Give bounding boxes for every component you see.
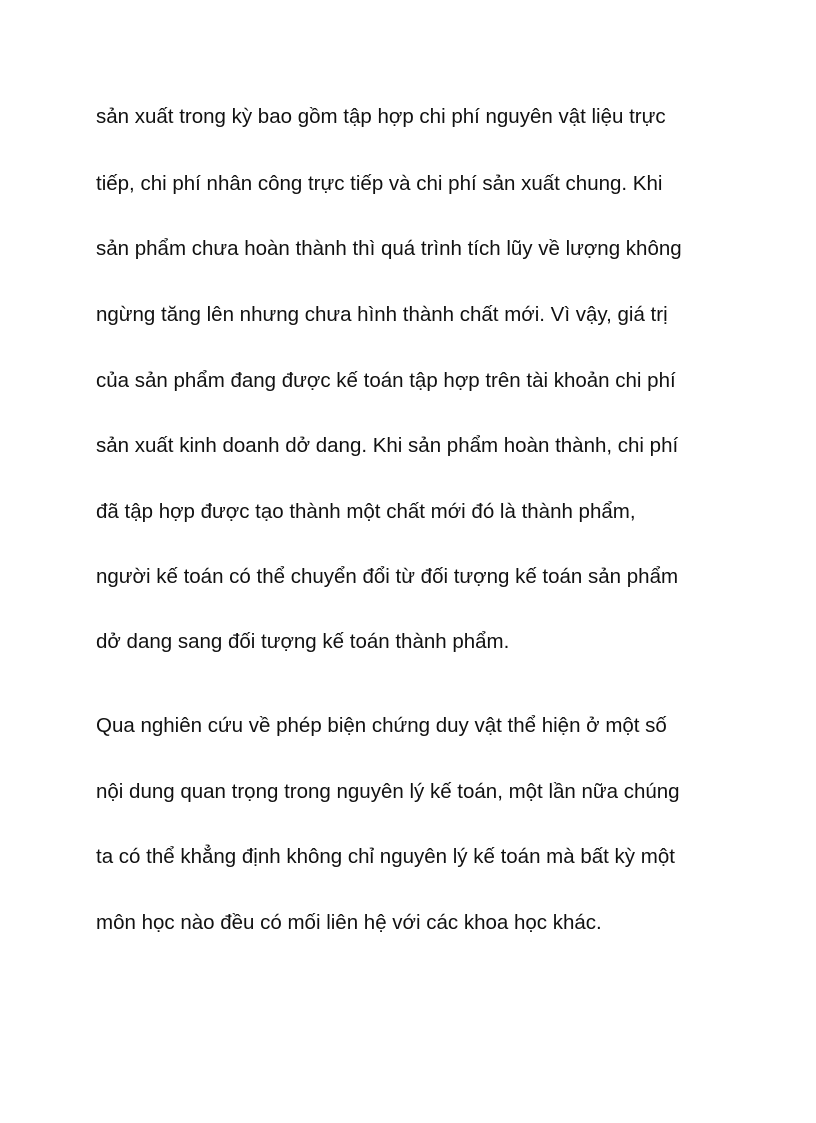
paragraph-line: dở dang sang đối tượng kế toán thành phẩm.	[96, 630, 510, 653]
paragraph-line: ngừng tăng lên nhưng chưa hình thành chất mới. Vì vậy, giá trị	[96, 303, 668, 326]
paragraph-line: sản xuất trong kỳ bao gồm tập hợp chi phí nguyên vật liệu trực	[96, 105, 666, 128]
paragraph-line: môn học nào đều có mối liên hệ với các khoa học khác.	[96, 911, 602, 934]
paragraph-line: tiếp, chi phí nhân công trực tiếp và chi phí sản xuất chung. Khi	[96, 172, 663, 195]
paragraph-line: đã tập hợp được tạo thành một chất mới đó là thành phẩm,	[96, 500, 636, 523]
paragraph-line: Qua nghiên cứu về phép biện chứng duy vật thể hiện ở một số	[96, 714, 667, 737]
paragraph-line: sản xuất kinh doanh dở dang. Khi sản phẩm hoàn thành, chi phí	[96, 434, 679, 457]
paragraph-line: ta có thể khẳng định không chỉ nguyên lý kế toán mà bất kỳ một	[96, 845, 675, 868]
paragraph-line: sản phẩm chưa hoàn thành thì quá trình tích lũy về lượng không	[96, 237, 682, 260]
paragraph-line: của sản phẩm đang được kế toán tập hợp trên tài khoản chi phí	[96, 369, 676, 392]
paragraph-line: người kế toán có thể chuyển đổi từ đối tượng kế toán sản phẩm	[96, 565, 679, 588]
paragraph-line: nội dung quan trọng trong nguyên lý kế toán, một lần nữa chúng	[96, 780, 680, 803]
